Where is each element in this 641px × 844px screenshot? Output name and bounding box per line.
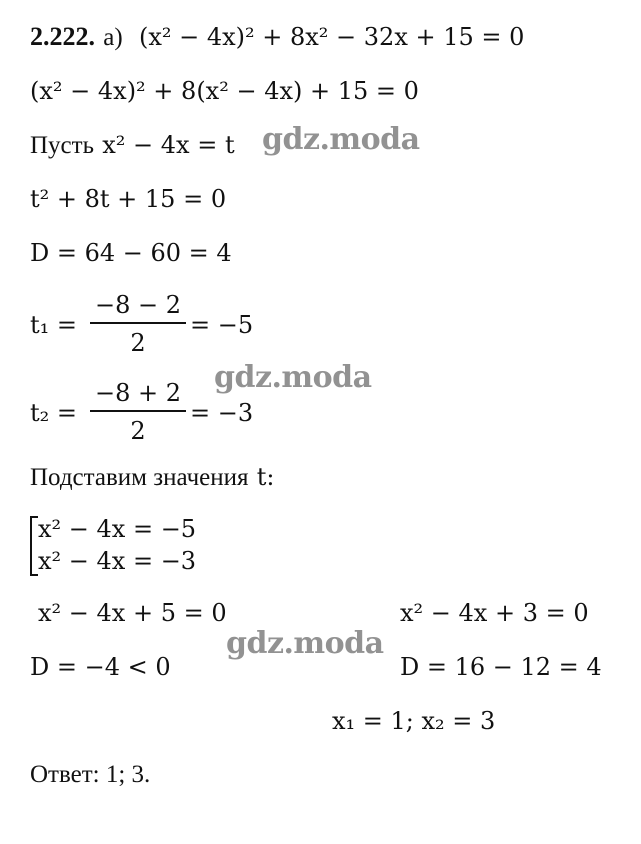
watermark-2: gdz.moda: [214, 360, 372, 395]
substitution-line: [30, 130, 235, 161]
right-equation: x² − 4x + 3 = 0: [400, 599, 589, 627]
roots-line: x₁ = 1; x₂ = 3: [332, 707, 496, 735]
left-discriminant: D = −4 < 0: [30, 653, 171, 681]
substitute-variable: t:: [256, 463, 275, 491]
substitute-text: Подставим значения: [30, 464, 249, 491]
t1-numerator: −8 − 2: [94, 291, 181, 319]
t2-denominator: 2: [130, 417, 146, 445]
right-discriminant: D = 16 − 12 = 4: [400, 653, 602, 681]
left-equation: x² − 4x + 5 = 0: [38, 599, 227, 627]
t1-label: t₁ =: [30, 311, 78, 339]
answer-label: Ответ:: [30, 761, 100, 788]
t1-fraction-bar: [90, 322, 186, 324]
quadratic-in-t: t² + 8t + 15 = 0: [30, 185, 227, 213]
watermark-1: gdz.moda: [262, 122, 420, 157]
rewrite-equation: (x² − 4x)² + 8(x² − 4x) + 15 = 0: [30, 77, 419, 105]
problem-header: [30, 22, 524, 53]
system-equation-2: x² − 4x = −3: [38, 547, 197, 575]
system-bracket: [30, 516, 38, 576]
discriminant-t: D = 64 − 60 = 4: [30, 239, 232, 267]
watermark-3: gdz.moda: [226, 626, 384, 661]
answer-line: [30, 760, 150, 790]
problem-part: а): [103, 24, 123, 51]
t2-fraction: [90, 378, 186, 446]
t2-label: t₂ =: [30, 399, 78, 427]
substitution-expression: x² − 4x = t: [102, 131, 235, 159]
problem-equation: (x² − 4x)² + 8x² − 32x + 15 = 0: [138, 23, 525, 51]
substitute-line: [30, 462, 275, 493]
substitution-label: Пусть: [30, 132, 94, 159]
t2-result: = −3: [190, 399, 254, 427]
system-equation-1: x² − 4x = −5: [38, 515, 197, 543]
t1-result: = −5: [190, 311, 254, 339]
t1-fraction: [90, 290, 186, 358]
t1-denominator: 2: [130, 329, 146, 357]
answer-value: 1; 3.: [105, 761, 151, 788]
t2-numerator: −8 + 2: [94, 379, 181, 407]
problem-number: 2.222.: [30, 22, 95, 51]
t2-fraction-bar: [90, 410, 186, 412]
